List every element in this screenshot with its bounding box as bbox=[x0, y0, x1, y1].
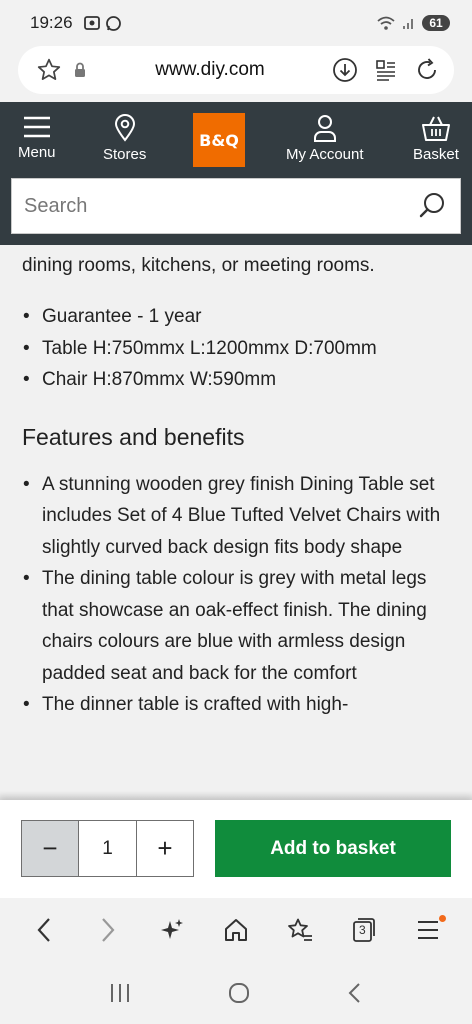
quantity-value[interactable]: 1 bbox=[102, 837, 113, 859]
lock-icon bbox=[72, 61, 88, 79]
browser-toolbar bbox=[0, 898, 472, 962]
home-button[interactable] bbox=[216, 910, 256, 950]
whatsapp-icon bbox=[105, 15, 122, 32]
basket-icon bbox=[421, 114, 451, 142]
favorite-star-icon[interactable] bbox=[36, 57, 62, 83]
nav-my-account[interactable] bbox=[286, 114, 364, 163]
search-box bbox=[11, 178, 461, 234]
hamburger-menu-icon bbox=[416, 919, 440, 941]
search-input[interactable] bbox=[24, 195, 418, 218]
menu-icon bbox=[22, 114, 52, 140]
nav-menu[interactable] bbox=[18, 114, 56, 161]
status-bar bbox=[0, 0, 472, 46]
recent-apps-icon[interactable] bbox=[108, 982, 132, 1004]
search-icon[interactable] bbox=[418, 191, 448, 221]
home-icon bbox=[223, 917, 249, 943]
intro-text: dining rooms, kitchens, or meeting rooms. bbox=[22, 255, 375, 276]
system-back-icon[interactable] bbox=[346, 981, 364, 1005]
url-text[interactable]: www.diy.com bbox=[155, 59, 265, 80]
user-icon bbox=[312, 114, 338, 142]
address-bar[interactable] bbox=[18, 46, 454, 94]
reload-icon[interactable] bbox=[414, 57, 440, 83]
location-pin-icon bbox=[112, 114, 138, 142]
features-list bbox=[22, 469, 450, 721]
increase-quantity-button[interactable]: + bbox=[136, 821, 193, 876]
status-time: 19:26 bbox=[30, 13, 73, 32]
feature-item: • The dining table colour is grey with metal legs that showcase an oak-effect finish. The dining chairs colours are blue with armless design padded seat and back for the comfort bbox=[22, 563, 450, 689]
spec-item: • Table H:750mmx L:1200mmx D:700mm bbox=[22, 333, 450, 365]
tab-count: 3 bbox=[359, 923, 366, 937]
signal-icon bbox=[402, 16, 416, 30]
nav-basket-label: Basket bbox=[413, 146, 459, 163]
feature-item: • The dinner table is crafted with high- bbox=[22, 689, 450, 721]
system-navigation-bar bbox=[0, 962, 472, 1024]
bookmarks-button[interactable] bbox=[280, 910, 320, 950]
nav-stores-label: Stores bbox=[103, 146, 147, 163]
nav-menu-label: Menu bbox=[18, 144, 56, 161]
site-header bbox=[0, 102, 472, 245]
home-circle-icon[interactable] bbox=[227, 981, 251, 1005]
spec-list bbox=[22, 301, 450, 396]
feature-item: • A stunning wooden grey finish Dining Table set includes Set of 4 Blue Tufted Velvet Chairs with slightly curved back design fits body shape bbox=[22, 469, 450, 564]
scroll-fade bbox=[0, 790, 472, 800]
product-description bbox=[0, 245, 472, 800]
quantity-stepper bbox=[21, 820, 194, 877]
nav-stores[interactable] bbox=[103, 114, 146, 163]
screenshot-icon bbox=[83, 15, 101, 31]
status-right bbox=[376, 15, 450, 31]
chevron-left-icon bbox=[34, 916, 54, 944]
add-to-basket-button[interactable]: Add to basket bbox=[215, 820, 451, 877]
ai-assistant-button[interactable] bbox=[152, 910, 192, 950]
features-heading: Features and benefits bbox=[22, 423, 245, 450]
main-nav bbox=[0, 102, 472, 172]
decrease-quantity-button[interactable]: − bbox=[22, 821, 79, 876]
forward-button[interactable] bbox=[88, 910, 128, 950]
browser-menu-button[interactable] bbox=[408, 910, 448, 950]
battery-indicator: 61 bbox=[422, 15, 450, 31]
spec-item: • Chair H:870mmx W:590mm bbox=[22, 364, 450, 396]
notification-dot bbox=[439, 915, 446, 922]
nav-my-account-label: My Account bbox=[286, 146, 364, 163]
nav-basket[interactable] bbox=[413, 114, 459, 163]
chevron-right-icon bbox=[98, 916, 118, 944]
spec-item: • Guarantee - 1 year bbox=[22, 301, 450, 333]
bookmark-star-icon bbox=[286, 917, 314, 943]
reader-mode-icon[interactable] bbox=[374, 58, 398, 82]
download-icon[interactable] bbox=[332, 57, 358, 83]
purchase-bar bbox=[0, 800, 472, 898]
browser-address-area bbox=[0, 46, 472, 102]
tabs-button[interactable] bbox=[344, 910, 384, 950]
wifi-icon bbox=[376, 15, 396, 31]
status-notification-icons bbox=[83, 15, 122, 32]
back-button[interactable] bbox=[24, 910, 64, 950]
bq-logo[interactable]: B&Q bbox=[193, 113, 245, 167]
sparkle-icon bbox=[159, 917, 185, 943]
